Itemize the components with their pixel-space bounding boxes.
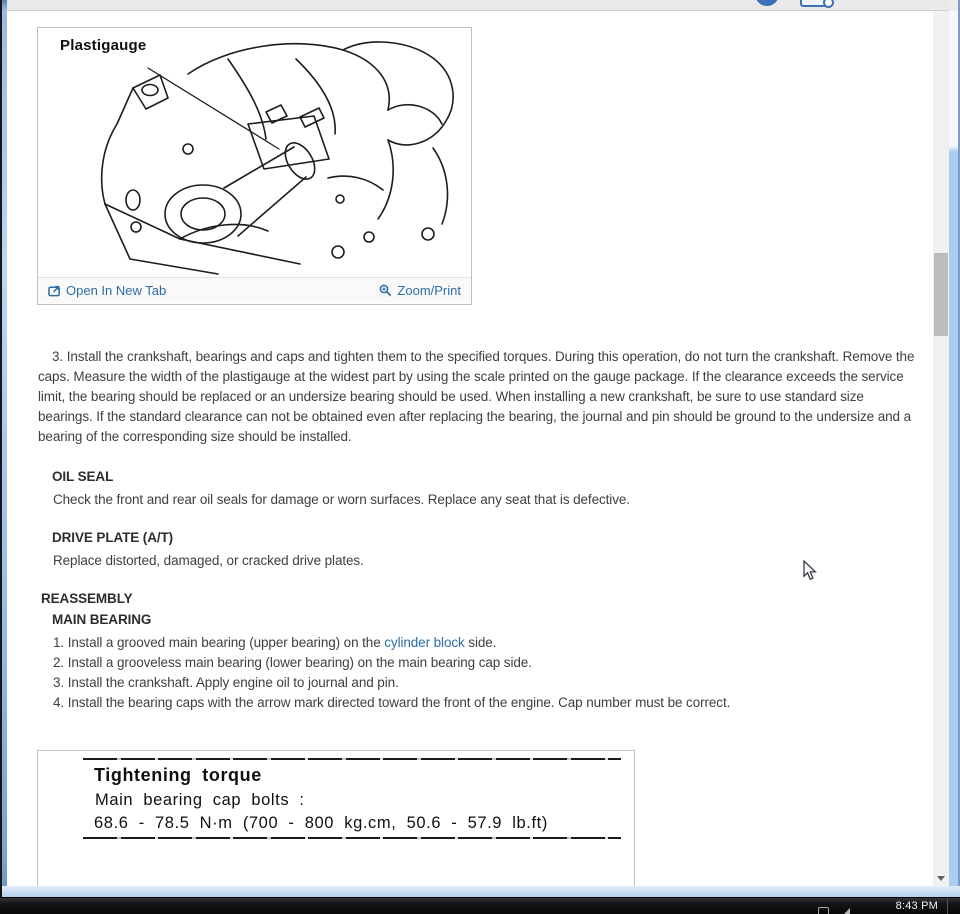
torque-subject: Main bearing cap bolts : bbox=[95, 791, 305, 809]
tray-volume-icon[interactable] bbox=[840, 908, 850, 914]
oil-seal-body: Check the front and rear oil seals for damage or worn surfaces. Replace any seat that is defective. bbox=[53, 492, 630, 507]
main-bearing-steps bbox=[53, 633, 913, 713]
step1-text-before: 1. Install a grooved main bearing (upper bearing) on the bbox=[53, 635, 385, 650]
scrollbar-thumb[interactable] bbox=[934, 253, 948, 336]
tray-power-icon[interactable] bbox=[818, 907, 829, 914]
vertical-scrollbar[interactable] bbox=[933, 11, 949, 886]
drive-plate-heading: DRIVE PLATE (A/T) bbox=[52, 530, 174, 545]
figure-label: Plastigauge bbox=[60, 37, 147, 54]
show-desktop-separator bbox=[947, 898, 948, 914]
torque-title: Tightening torque bbox=[94, 765, 262, 785]
zoom-print-label: Zoom/Print bbox=[397, 283, 461, 298]
main-bearing-step-4: 4. Install the bearing caps with the arrow mark directed toward the front of the engine. Cap number must be correct. bbox=[53, 695, 731, 710]
taskbar-clock[interactable]: 8:43 PM bbox=[895, 900, 938, 912]
open-in-new-tab-label: Open In New Tab bbox=[66, 283, 167, 298]
crankshaft-line-art bbox=[38, 28, 471, 277]
drive-plate-body: Replace distorted, damaged, or cracked drive plates. bbox=[53, 553, 364, 568]
step1-text-after: side. bbox=[464, 635, 497, 650]
browser-toolbar-strip bbox=[7, 0, 949, 11]
open-in-new-tab-link[interactable] bbox=[48, 283, 166, 298]
main-bearing-heading: MAIN BEARING bbox=[52, 612, 152, 627]
figure-plastigauge-image[interactable] bbox=[38, 28, 471, 277]
zoom-print-link[interactable] bbox=[379, 283, 461, 298]
main-bearing-step-2: 2. Install a grooveless main bearing (lower bearing) on the main bearing cap side. bbox=[53, 655, 532, 670]
figure-torque-spec-card[interactable] bbox=[37, 750, 635, 886]
step3-paragraph: 3. Install the crankshaft, bearings and caps and tighten them to the specified torques. During this operation, do not turn the crankshaft. Remove the caps. Measure the width of the plastigauge at the widest part by using the scale printed on the gauge package. If the clearance exceeds the service limit, the bearing should be replaced or an undersize bearing should be used. When installing a new crankshaft, be sure to use standard size bearings. If the standard clearance can not be obtained even after replacing the bearing, the journal and pin should be ground to the undersize and a bearing of the corresponding size should be installed. bbox=[38, 349, 915, 444]
window-bottom-border bbox=[2, 886, 960, 897]
zoom-magnifier-icon bbox=[379, 284, 392, 297]
window-right-border bbox=[949, 0, 958, 897]
open-in-new-tab-icon bbox=[48, 284, 61, 297]
figure-plastigauge-card bbox=[37, 27, 472, 305]
figure-toolbar bbox=[38, 277, 471, 303]
avatar-circle-icon[interactable] bbox=[755, 0, 779, 6]
reassembly-heading: REASSEMBLY bbox=[41, 591, 133, 606]
torque-rule-top bbox=[83, 758, 621, 760]
oil-seal-heading: OIL SEAL bbox=[52, 469, 114, 484]
torque-rule-bottom bbox=[83, 837, 621, 839]
chevron-down-icon bbox=[937, 876, 945, 881]
scrollbar-down-button[interactable] bbox=[933, 870, 949, 886]
printer-lens-icon bbox=[823, 0, 834, 8]
main-bearing-step-1 bbox=[53, 633, 913, 653]
torque-values: 68.6 - 78.5 N·m (700 - 800 kg.cm, 50.6 - 57.9 lb.ft) bbox=[94, 814, 548, 832]
taskbar[interactable] bbox=[0, 897, 960, 914]
main-bearing-step-3: 3. Install the crankshaft. Apply engine oil to journal and pin. bbox=[53, 675, 399, 690]
cylinder-block-link[interactable]: cylinder block bbox=[384, 635, 465, 650]
manual-content-pane bbox=[7, 11, 933, 886]
